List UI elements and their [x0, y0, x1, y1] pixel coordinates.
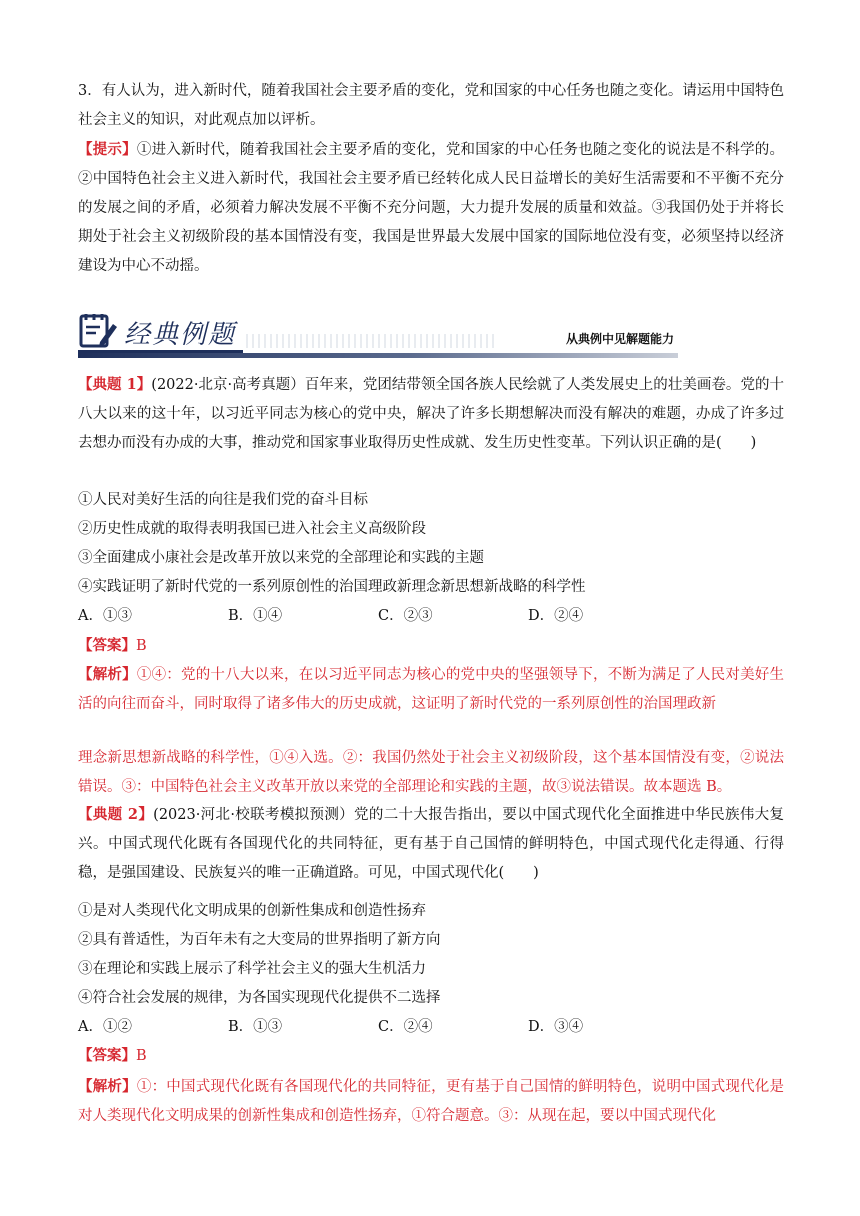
example-1-item-4: ④实践证明了新时代党的一系列原创性的治国理政新理念新思想新战略的科学性	[78, 579, 586, 595]
answer-value: B	[136, 638, 147, 654]
example-1-option-c: C．②③	[378, 608, 433, 624]
example-2-option-c: C．②④	[378, 1019, 433, 1035]
example-1-answer	[78, 636, 147, 656]
example-2-answer	[78, 1046, 147, 1066]
banner-underline	[78, 353, 678, 358]
notepad-pen-icon	[78, 312, 118, 350]
example-1-item-2: ②历史性成就的取得表明我国已进入社会主义高级阶段	[78, 521, 426, 537]
hint-paragraph	[78, 135, 784, 281]
example-2-option-d: D．③④	[528, 1019, 584, 1035]
analysis-tag-2: 【解析】	[78, 1078, 137, 1095]
hint-text: ①进入新时代，随着我国社会主要矛盾的变化，党和国家的中心任务也随之变化的说法是不科学的。②中国特色社会主义进入新时代，我国社会主要矛盾已经转化成人民日益增长的美好生活需要和不平衡不充分的发展之间的矛盾，必须着力解决发展不平衡不充分问题，大力提升发展的质量和效益。③我国仍处于并将长期处于社会主义初级阶段的基本国情没有变，我国是世界最大发展中国家的国际地位没有变，必须坚持以经济建设为中心不动摇。	[78, 142, 785, 274]
example-2-option-a: A．①②	[78, 1019, 132, 1035]
section-title: 经典例题	[124, 320, 237, 350]
example-1-tag: 【典题 1】	[78, 376, 152, 393]
example-1-analysis-part2: 理念新思想新战略的科学性，①④入选。②：我国仍然处于社会主义初级阶段，这个基本国情没有变，②说法错误。③：中国特色社会主义改革开放以来党的全部理论和实践的主题，故③说法错误。故本题选 B。	[78, 750, 784, 795]
example-1-options	[78, 606, 784, 626]
example-2-stem-text: (2023·河北·校联考模拟预测）党的二十大报告指出，要以中国式现代化全面推进中华民族伟大复兴。中国式现代化既有各国现代化的共同特征，更有基于自己国情的鲜明特色，中国式现代化走得通、行得稳，是强国建设、民族复兴的唯一正确道路。可见，中国式现代化( )	[78, 807, 784, 881]
answer-tag-2: 【答案】	[78, 1047, 136, 1064]
question-3: 3．有人认为，进入新时代，随着我国社会主要矛盾的变化，党和国家的中心任务也随之变化。请运用中国特色社会主义的知识，对此观点加以评析。	[78, 83, 784, 128]
example-1-item-3: ③全面建成小康社会是改革开放以来党的全部理论和实践的主题	[78, 550, 484, 566]
analysis-tag: 【解析】	[78, 666, 137, 683]
example-1-stem	[78, 370, 784, 458]
banner-decoration	[246, 334, 496, 348]
example-2-item-2: ②具有普适性，为百年未有之大变局的世界指明了新方向	[78, 932, 441, 948]
example-2-stem	[78, 800, 784, 888]
example-2-analysis	[78, 1072, 784, 1131]
example-2-item-1: ①是对人类现代化文明成果的创新性集成和创造性扬弃	[78, 903, 426, 919]
example-2-option-b: B．①③	[228, 1019, 283, 1035]
example-1-option-a: A．①③	[78, 608, 132, 624]
example-2-options	[78, 1017, 784, 1037]
example-1-stem-text: (2022·北京·高考真题）百年来，党团结带领全国各族人民绘就了人类发展史上的壮美画卷。党的十八大以来的这十年，以习近平同志为核心的党中央，解决了许多长期想解决而没有解决的难题，办成了许多过去想办而没有办成的大事，推动党和国家事业取得历史性成就、发生历史性变革。下列认识正确的是( )	[78, 377, 784, 451]
example-2-item-4: ④符合社会发展的规律，为各国实现现代化提供不二选择	[78, 990, 441, 1006]
analysis-text-2: ①：中国式现代化既有各国现代化的共同特征，更有基于自己国情的鲜明特色，说明中国式现代化是对人类现代化文明成果的创新性集成和创造性扬弃，①符合题意。③：从现在起，要以中国式现代化	[78, 1079, 785, 1124]
example-1-option-d: D．②④	[528, 608, 584, 624]
example-2-tag: 【典题 2】	[78, 806, 154, 823]
example-1-analysis-part1	[78, 660, 784, 719]
example-2-item-3: ③在理论和实践上展示了科学社会主义的强大生机活力	[78, 961, 426, 977]
answer-value-2: B	[136, 1048, 147, 1064]
analysis-text: ①④：党的十八大以来，在以习近平同志为核心的党中央的坚强领导下，不断为满足了人民对美好生活的向往而奋斗，同时取得了诸多伟大的历史成就，这证明了新时代党的一系列原创性的治国理政新	[78, 667, 785, 712]
example-1-item-1: ①人民对美好生活的向往是我们党的奋斗目标	[78, 492, 368, 508]
answer-tag: 【答案】	[78, 637, 136, 654]
section-banner	[78, 310, 678, 360]
section-subtitle: 从典例中见解题能力	[565, 332, 674, 346]
example-1-option-b: B．①④	[228, 608, 283, 624]
hint-tag: 【提示】	[78, 141, 137, 158]
